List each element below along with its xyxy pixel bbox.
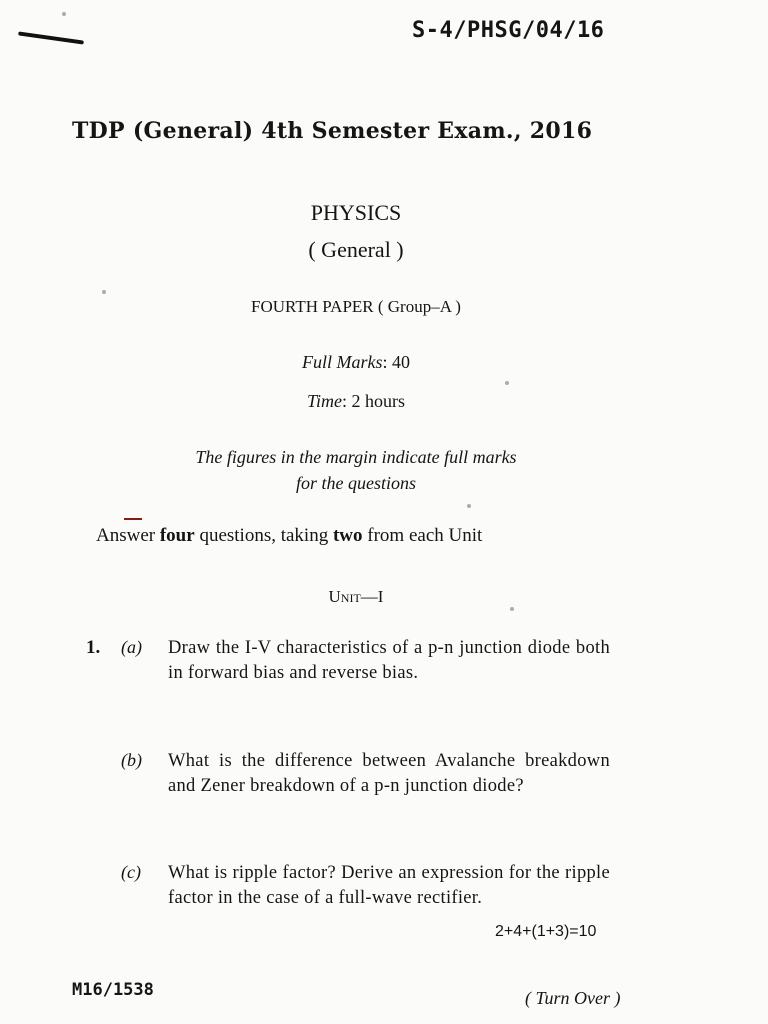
part-b-text: What is the difference between Avalanche breakdown and Zener breakdown of a p-n junction diode? (168, 751, 610, 796)
full-marks-line (0, 352, 712, 373)
time-value: : 2 hours (342, 391, 405, 411)
part-b-label: (b) (121, 750, 142, 770)
ink-stroke (18, 31, 84, 44)
answer-instruction (96, 525, 482, 547)
answer-middle: questions, taking (199, 525, 329, 546)
answer-four: four (159, 525, 195, 546)
time-line (0, 391, 712, 412)
margin-instruction (0, 444, 712, 496)
exam-title: TDP (General) 4th Semester Exam., 2016 (72, 118, 593, 144)
time-label: Time (306, 391, 342, 411)
ink-tick (124, 518, 142, 520)
instruction-line-2: for the questions (296, 473, 416, 493)
part-c-text: What is ripple factor? Derive an expression for the ripple factor in the case of a full-wave rectifier. (168, 863, 610, 908)
footer-code: M16/1538 (72, 980, 154, 1000)
question-marks: 2+4+(1+3)=10 (495, 923, 597, 940)
unit-heading: Unit—I (328, 587, 384, 606)
scan-speck (102, 290, 106, 294)
instruction-line-1: The figures in the margin indicate full marks (195, 447, 517, 467)
full-marks-value: : 40 (382, 352, 410, 372)
scan-speck (505, 381, 509, 385)
part-a-text: Draw the I-V characteristics of a p-n junction diode both in forward bias and reverse bias. (168, 638, 610, 683)
answer-prefix: Answer (96, 525, 156, 546)
paper-name: FOURTH PAPER ( Group–A ) (251, 297, 461, 316)
scan-speck (62, 12, 66, 16)
subject-title: PHYSICS (310, 200, 402, 225)
turn-over-label: ( Turn Over ) (525, 988, 621, 1008)
answer-two: two (332, 525, 363, 546)
answer-suffix: from each Unit (367, 525, 483, 546)
subject-subtitle: ( General ) (308, 237, 404, 262)
scan-speck (510, 607, 514, 611)
question-number: 1. (86, 637, 101, 658)
scan-speck (467, 504, 471, 508)
paper-code: S-4/PHSG/04/16 (412, 18, 605, 43)
part-c-label: (c) (121, 862, 141, 882)
full-marks-label: Full Marks (301, 352, 383, 372)
part-a-label: (a) (121, 637, 142, 657)
